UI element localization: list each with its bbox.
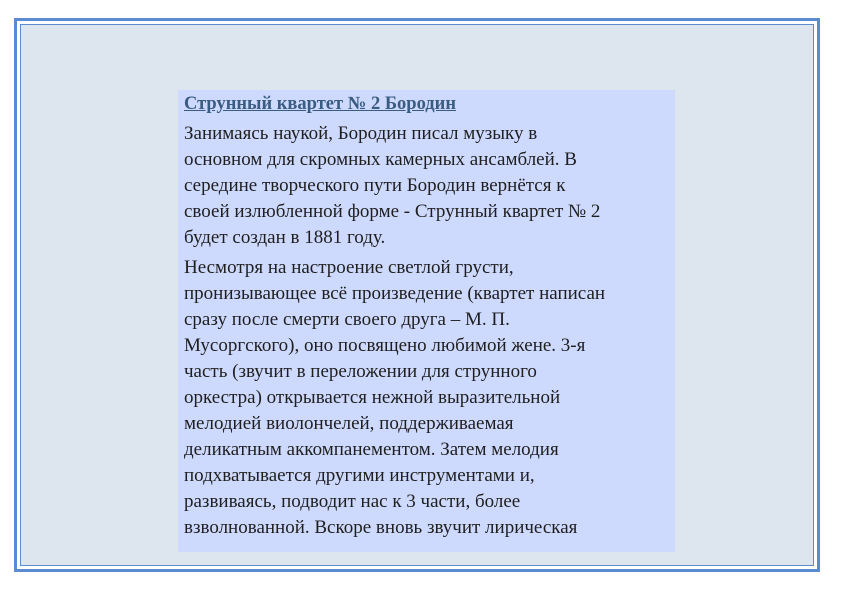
text-line: мелодией виолончелей, поддерживаемая xyxy=(184,413,514,434)
text-line: взволнованной. Вскоре вновь звучит лирическая xyxy=(184,517,578,538)
slide-background xyxy=(20,24,814,566)
text-line: пронизывающее всё произведение (квартет написан xyxy=(184,283,606,304)
text-line: подхватывается другими инструментами и, xyxy=(184,465,535,486)
text-line: Несмотря на настроение светлой грусти, xyxy=(184,257,514,278)
text-line: Занимаясь наукой, Бородин писал музыку в xyxy=(184,123,538,144)
text-line: середине творческого пути Бородин вернётся к xyxy=(184,175,566,196)
text-line: развиваясь, подводит нас к 3 части, более xyxy=(184,491,521,512)
text-line: сразу после смерти своего друга – М. П. xyxy=(184,309,510,330)
text-line: будет создан в 1881 году. xyxy=(184,227,386,248)
slide-border-frame xyxy=(14,18,820,572)
text-line: деликатным аккомпанементом. Затем мелодия xyxy=(184,439,559,460)
text-line: Мусоргского), оно посвящено любимой жене. 3-я xyxy=(184,335,586,356)
text-line: основном для скромных камерных ансамблей. В xyxy=(184,149,577,170)
text-box[interactable] xyxy=(178,90,675,552)
paragraph-2 xyxy=(184,255,669,541)
text-line: часть (звучит в переложении для струнного xyxy=(184,361,537,382)
paragraph-1 xyxy=(184,121,669,251)
text-line: своей излюбленной форме - Струнный квартет № 2 xyxy=(184,201,601,222)
heading-link[interactable]: Струнный квартет № 2 Бородин xyxy=(184,94,456,114)
text-line: оркестра) открывается нежной выразительной xyxy=(184,387,561,408)
